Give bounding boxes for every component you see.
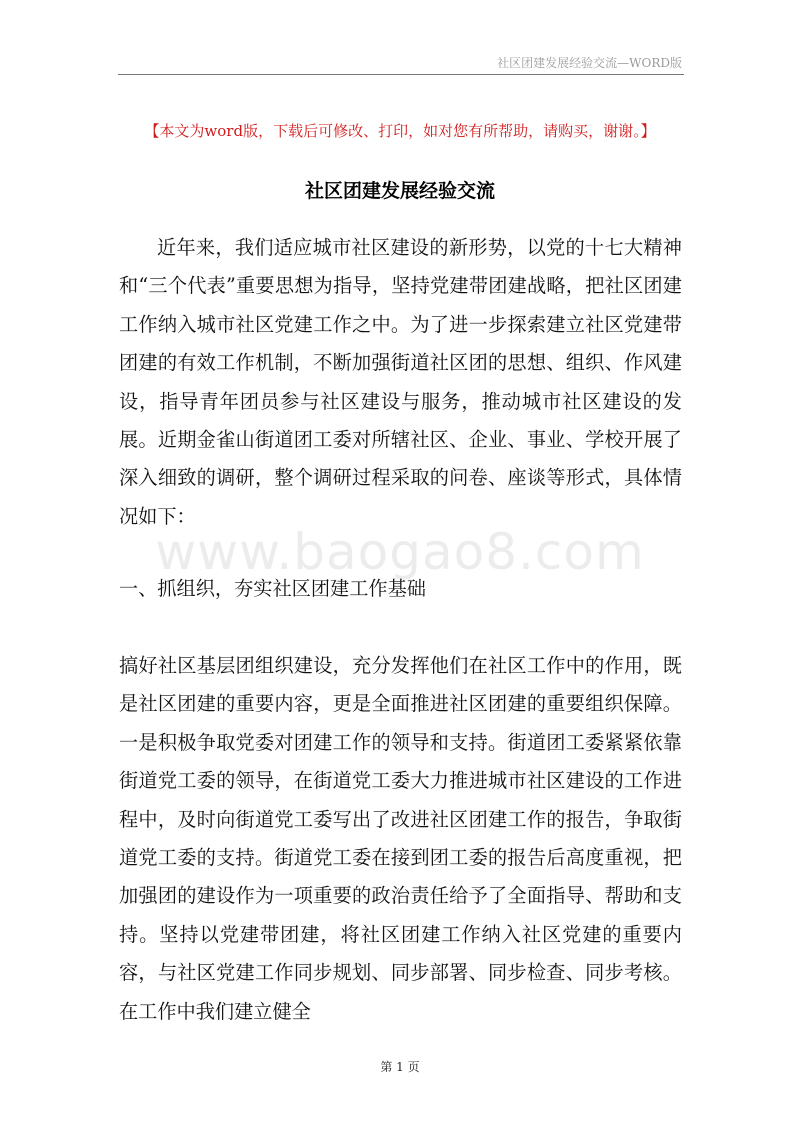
page-number: 第 1 页: [380, 1060, 420, 1074]
intro-paragraph: 近年来，我们适应城市社区建设的新形势，以党的十七大精神和“三个代表”重要思想为指导，坚持党建带团建战略，把社区团建工作纳入城市社区党建工作之中。为了进一步探索建立社区党建带团建的有效工作机制，不断加强街道社区团的思想、组织、作风建设，指导青年团员参与社区建设与服务，推动城市社区建设的发展。近期金雀山街道团工委对所辖社区、企业、事业、学校开展了深入细致的调研，整个调研过程采取的问卷、座谈等形式，具体情况如下：: [119, 236, 682, 528]
document-title: 社区团建发展经验交流: [304, 180, 495, 202]
watermark: www.baogao8.com: [155, 523, 645, 581]
running-header: 社区团建发展经验交流—WORD版: [497, 56, 682, 70]
download-notice: 【本文为word版，下载后可修改、打印，如对您有所帮助，请购买，谢谢。】: [144, 122, 656, 140]
header-divider: [118, 74, 684, 75]
section-body-paragraph: 搞好社区基层团组织建设，充分发挥他们在社区工作中的作用，既是社区团建的重要内容，更是全面推进社区团建的重要组织保障。一是积极争取党委对团建工作的领导和支持。街道团工委紧紧依靠街道党工委的领导，在街道党工委大力推进城市社区建设的工作进程中，及时向街道党工委写出了改进社区团建工作的报告，争取街道党工委的支持。街道党工委在接到团工委的报告后高度重视，把加强团的建设作为一项重要的政治责任给予了全面指导、帮助和支持。坚持以党建带团建，将社区团建工作纳入社区党建的重要内容，与社区党建工作同步规划、同步部署、同步检查、同步考核。在工作中我们建立健全: [119, 654, 682, 1023]
section-heading: 一、抓组织，夯实社区团建工作基础: [119, 577, 426, 600]
